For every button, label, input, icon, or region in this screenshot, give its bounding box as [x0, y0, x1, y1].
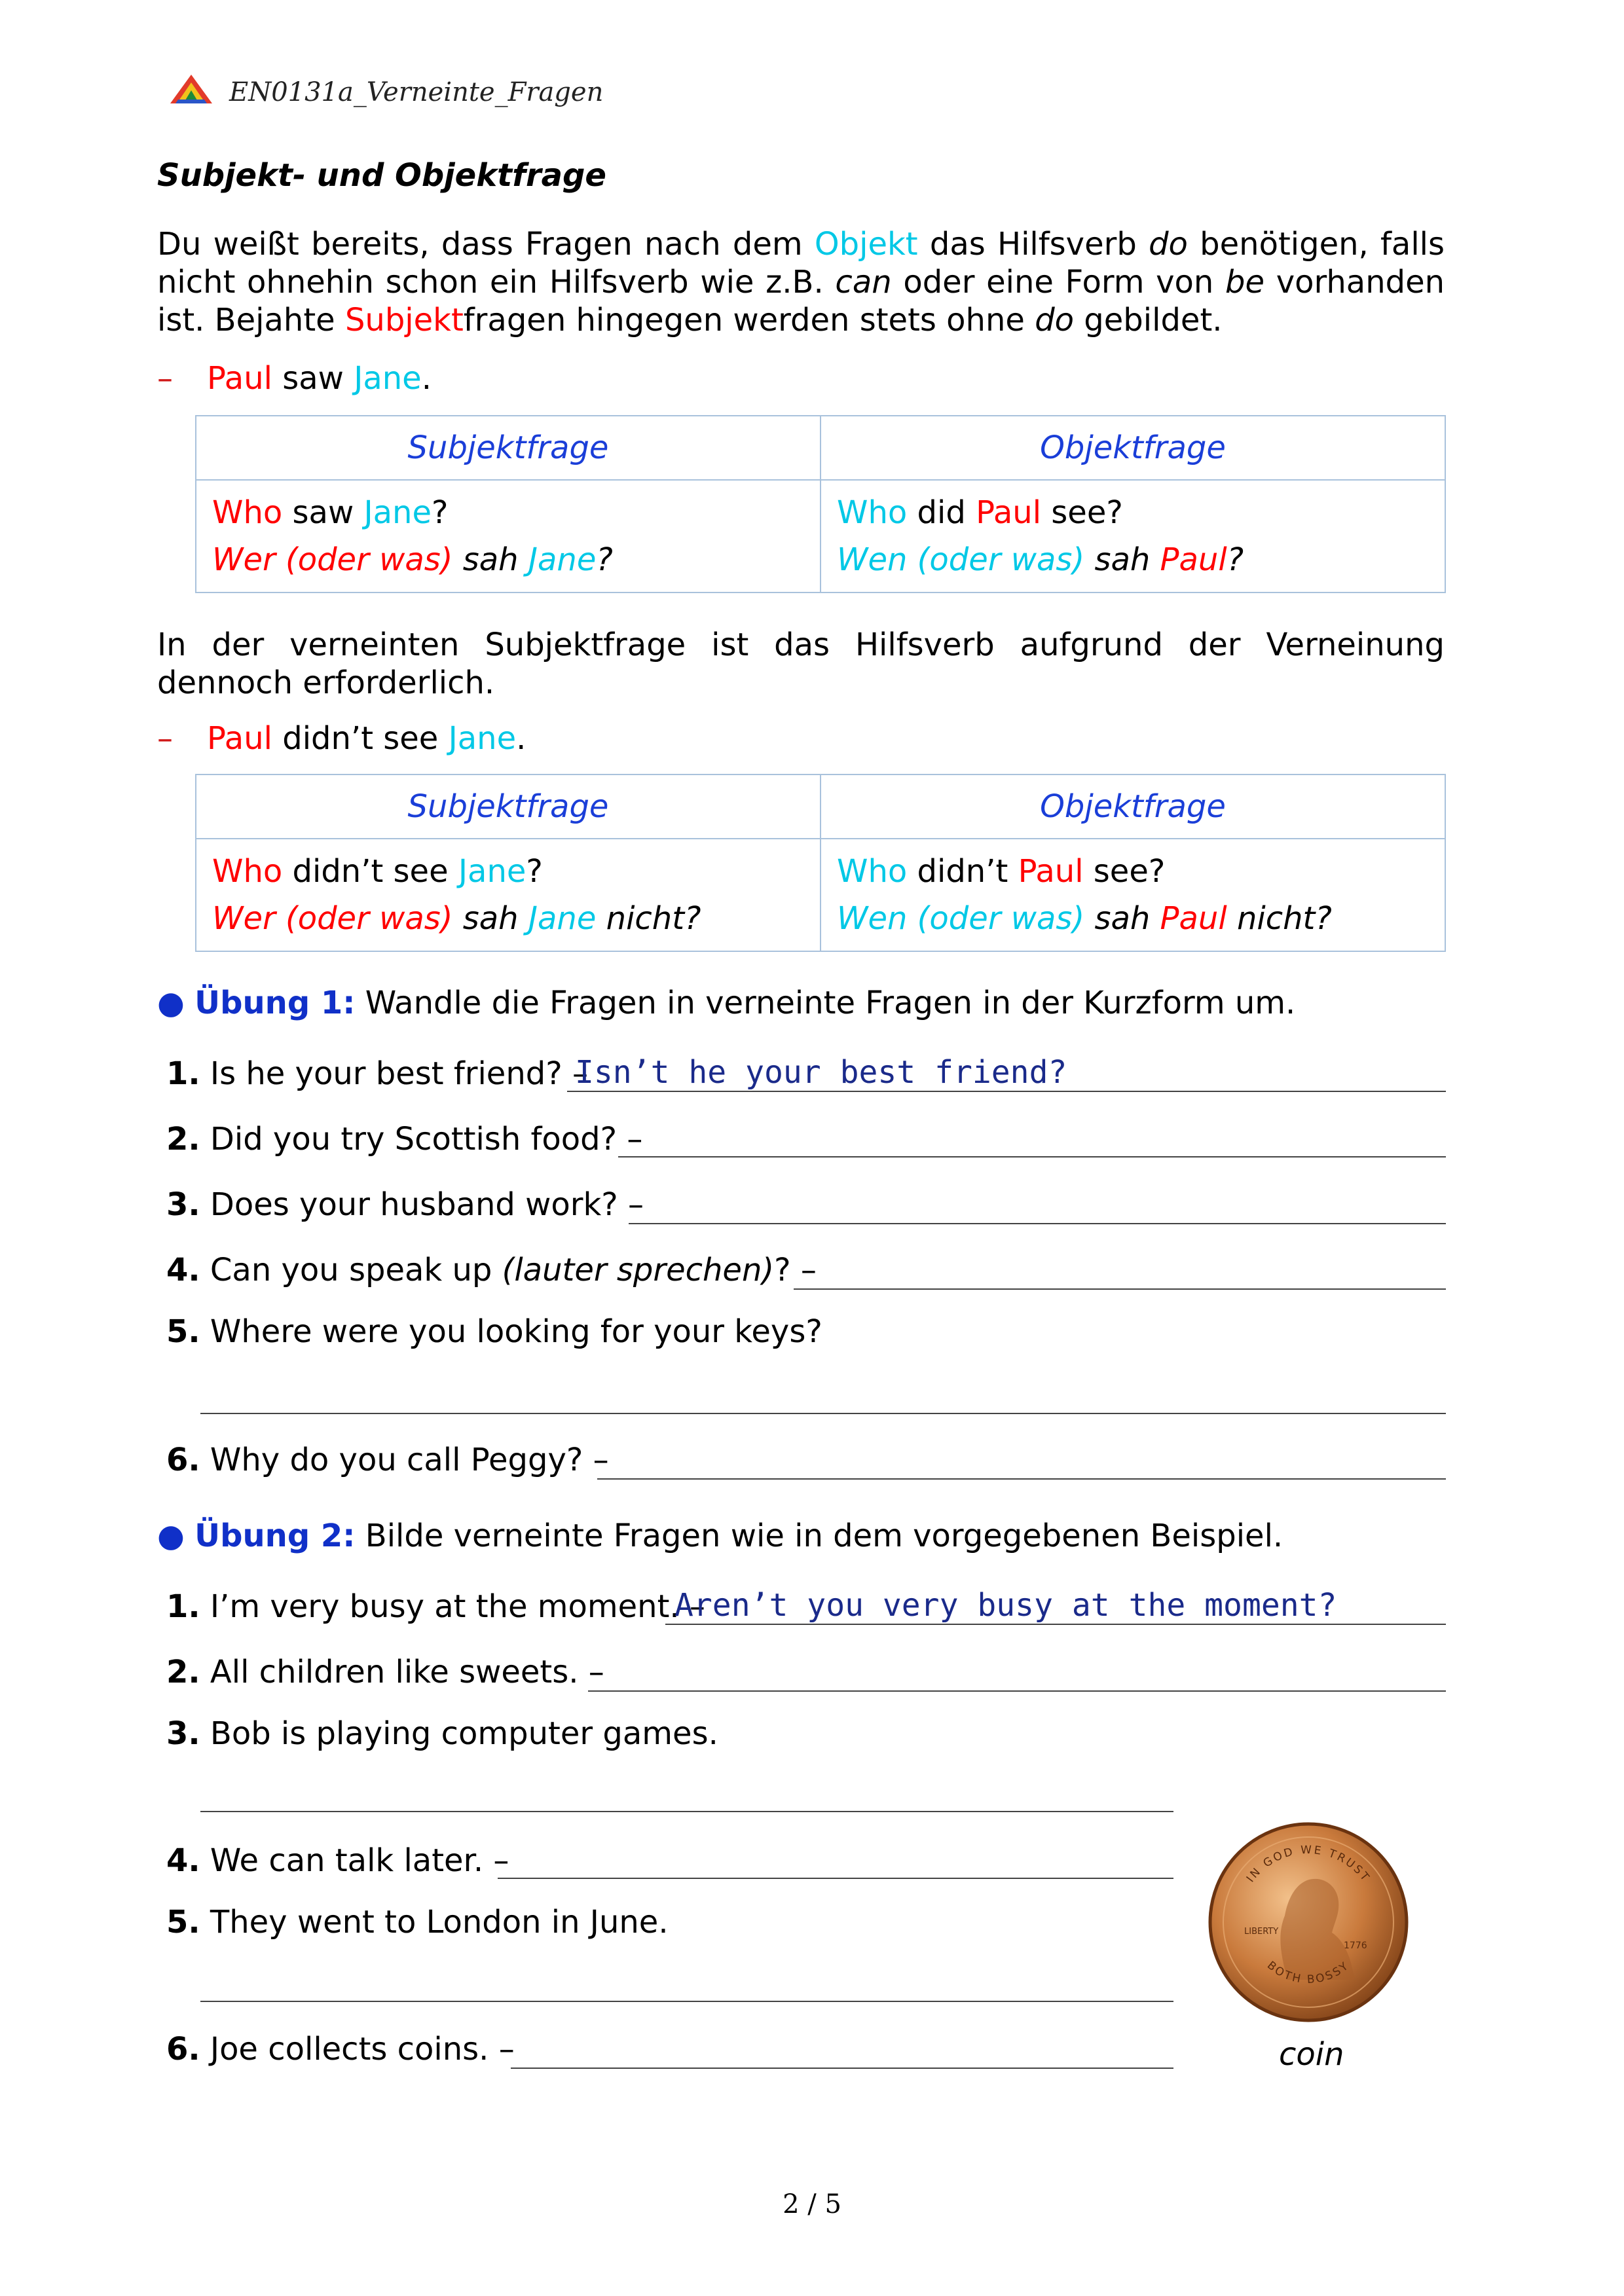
answer-line[interactable]: [200, 1413, 1446, 1414]
section-title: Subjekt- und Objektfrage: [157, 157, 606, 194]
exercise-2-item-6: 6. Joe collects coins. –: [166, 2031, 515, 2068]
answer-line[interactable]: [567, 1091, 1446, 1092]
example-sentence-2: – Paul didn’t see Jane.: [157, 720, 526, 757]
exercise-1-item-1: 1. Is he your best friend? –: [166, 1055, 588, 1092]
exercise-2-item-4: 4. We can talk later. –: [166, 1842, 509, 1879]
coin-top-text: IN GOD WE TRUST: [1244, 1843, 1373, 1886]
answer-line[interactable]: [794, 1288, 1446, 1290]
exercise-2-item-2: 2. All children like sweets. –: [166, 1654, 604, 1690]
answer-line[interactable]: [588, 1690, 1446, 1692]
exercise-1-item-3: 3. Does your husband work? –: [166, 1186, 644, 1223]
coin-left-text: LIBERTY: [1244, 1927, 1279, 1937]
exercise-1-heading: ● Übung 1: Wandle die Fragen in verneinte Fragen in der Kurzform um.: [157, 985, 1296, 1021]
table-header-objektfrage: Objektfrage: [821, 416, 1445, 480]
coin-year: 1776: [1344, 1941, 1367, 1951]
exercise-2-heading: ● Übung 2: Bilde verneinte Fragen wie in dem vorgegebenen Beispiel.: [157, 1518, 1283, 1554]
answer-line[interactable]: [629, 1223, 1446, 1224]
answer-line[interactable]: [200, 1811, 1173, 1812]
answer-line[interactable]: [511, 2068, 1173, 2069]
triangle-logo-icon: [169, 73, 213, 106]
exercise-2-item-1: 1. I’m very busy at the moment. –: [166, 1588, 705, 1625]
answer-line[interactable]: [200, 2001, 1173, 2002]
answer-line[interactable]: [618, 1156, 1446, 1157]
table-cell-subject-question: Who didn’t see Jane? Wer (oder was) sah Jane nicht?: [196, 839, 821, 951]
answer-line[interactable]: [597, 1478, 1446, 1480]
exercise-1-item-6: 6. Why do you call Peggy? –: [166, 1442, 609, 1478]
table-cell-object-question: Who did Paul see? Wen (oder was) sah Paul?: [821, 480, 1445, 592]
answer-line[interactable]: [665, 1624, 1446, 1625]
exercise-1-item-2: 2. Did you try Scottish food? –: [166, 1121, 643, 1157]
coin-caption: coin: [1279, 2036, 1344, 2073]
table-header-objektfrage: Objektfrage: [821, 774, 1445, 839]
example-sentence-1: – Paul saw Jane.: [157, 360, 432, 397]
question-table-2: [195, 774, 1446, 952]
answer-text[interactable]: Isn’t he your best friend?: [575, 1054, 1067, 1091]
exercise-2-item-3: 3. Bob is playing computer games.: [166, 1715, 718, 1752]
exercise-1-item-5: 5. Where were you looking for your keys?: [166, 1313, 822, 1350]
document-title: EN0131a_Verneinte_Fragen: [229, 77, 604, 107]
table-header-subjektfrage: Subjektfrage: [196, 416, 821, 480]
table-cell-object-question: Who didn’t Paul see? Wen (oder was) sah Paul nicht?: [821, 839, 1445, 951]
answer-line[interactable]: [498, 1878, 1173, 1879]
exercise-1-item-4: 4. Can you speak up (lauter sprechen)? –: [166, 1252, 817, 1288]
question-table-1: [195, 415, 1446, 593]
page-number: 2 / 5: [783, 2189, 841, 2219]
table-header-subjektfrage: Subjektfrage: [196, 774, 821, 839]
coin-icon: [1204, 1817, 1413, 2027]
answer-text[interactable]: Aren’t you very busy at the moment?: [674, 1587, 1337, 1624]
coin-bottom-text: BOTH BOSSY: [1264, 1959, 1352, 1987]
note-paragraph: In der verneinten Subjektfrage ist das Hilfsverb aufgrund der Verneinung dennoch erforderlich.: [157, 627, 1445, 701]
table-cell-subject-question: Who saw Jane? Wer (oder was) sah Jane?: [196, 480, 821, 592]
exercise-2-item-5: 5. They went to London in June.: [166, 1904, 669, 1941]
intro-paragraph: Du weißt bereits, dass Fragen nach dem Objekt das Hilfsverb do benötigen, falls nicht ohnehin schon ein Hilfsverb wie z.B. can oder eine Form von be vorhanden ist. Bejahte Subjektfragen hingegen werden stets ohne do gebildet.: [157, 226, 1445, 338]
